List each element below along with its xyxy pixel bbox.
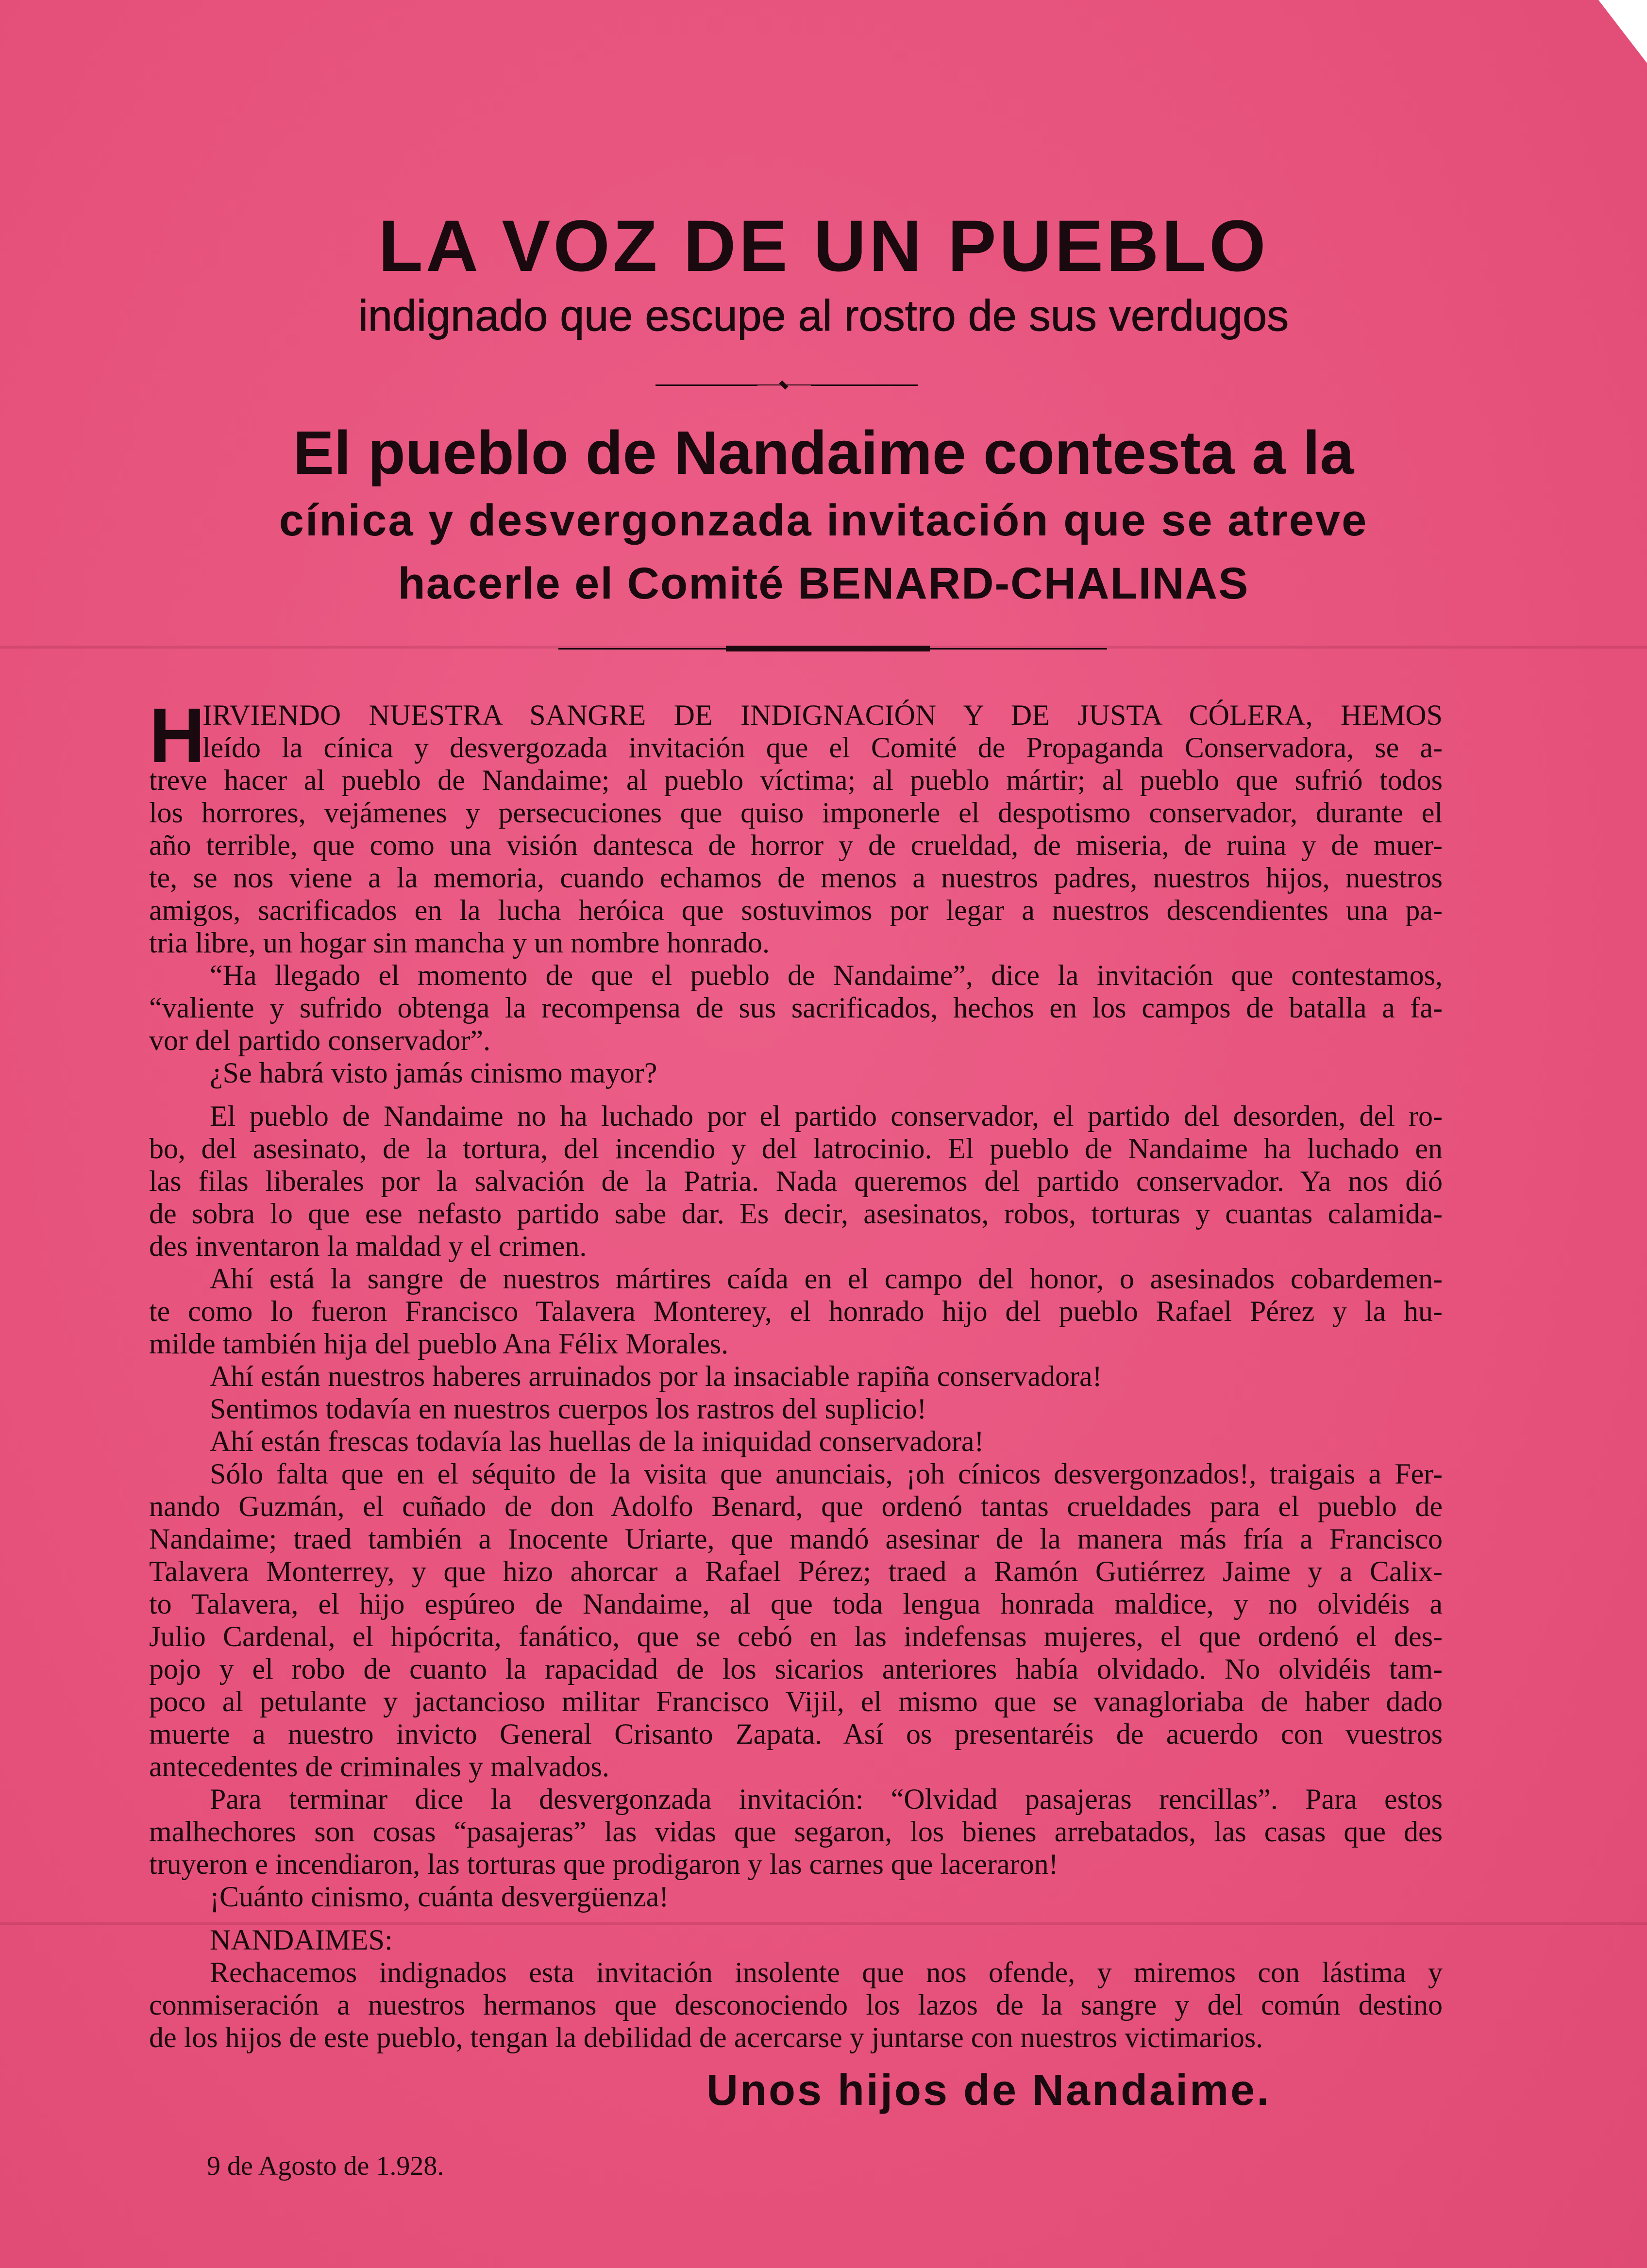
- paragraph: [149, 959, 1443, 1057]
- text-line: amigos, sacrificados en la lucha heróica que sostuvimos por legar a nuestros descendientes una pa-: [149, 894, 1443, 926]
- text-line: nando Guzmán, el cuñado de don Adolfo Benard, que ordenó tantas crueldades para el pueblo de: [149, 1490, 1443, 1522]
- text-line: año terrible, que como una visión dantesca de horror y de crueldad, de miseria, de ruina y de muer-: [149, 829, 1443, 861]
- text-line: vor del partido conservador”.: [149, 1024, 491, 1056]
- text-line: treve hacer al pueblo de Nandaime; al pueblo víctima; al pueblo mártir; al pueblo que sufrió todos: [149, 764, 1443, 796]
- text-line: muerte a nuestro invicto General Crisanto Zapata. Así os presentaréis de acuerdo con vuestros: [149, 1718, 1443, 1750]
- paragraph: [149, 1360, 1443, 1393]
- text-line: te como lo fueron Francisco Talavera Monterey, el honrado hijo del pueblo Rafael Pérez y la hu-: [149, 1295, 1443, 1327]
- paragraph: [149, 1783, 1443, 1881]
- text-line: antecedentes de criminales y malvados.: [149, 1751, 609, 1783]
- text-line: poco al petulante y jactancioso militar Francisco Vijil, el mismo que se vanagloriaba de haber dado: [149, 1685, 1443, 1718]
- text-line: Ahí están frescas todavía las huellas de la iniquidad conservadora!: [210, 1425, 984, 1457]
- text-line: to Talavera, el hijo espúreo de Nandaime, al que toda lengua honrada maldice, y no olvidéis a: [149, 1588, 1443, 1620]
- ornament-divider: [655, 383, 918, 387]
- date: 9 de Agosto de 1.928.: [207, 2151, 444, 2181]
- text-line: truyeron e incendiaron, las torturas que prodigaron y las carnes que laceraron!: [149, 1848, 1059, 1880]
- text-line: “valiente y sufrido obtenga la recompensa de sus sacrificados, hechos en los campos de batalla a fa-: [149, 992, 1443, 1024]
- headline-line-1: El pueblo de Nandaime contesta a la: [293, 418, 1354, 487]
- paragraph: [149, 1924, 1443, 1956]
- paragraph: [149, 1393, 1443, 1425]
- text-line: conmiseración a nuestros hermanos que desconociendo los lazos de la sangre y del común destino: [149, 1989, 1443, 2021]
- text-line: de los hijos de este pueblo, tengan la debilidad de acercarse y juntarse con nuestros victimarios.: [149, 2021, 1263, 2053]
- text-line: NANDAIMES:: [210, 1924, 393, 1956]
- text-line: malhechores son cosas “pasajeras” las vidas que segaron, los bienes arrebatados, las casas que des: [149, 1816, 1443, 1848]
- paragraph: [149, 1057, 1443, 1089]
- text-line: Para terminar dice la desvergonzada invitación: “Olvidad pasajeras rencillas”. Para estos: [210, 1783, 1443, 1815]
- text-line: Ahí están nuestros haberes arruinados por la insaciable rapiña conservadora!: [210, 1360, 1102, 1392]
- text-line: IRVIENDO NUESTRA SANGRE DE INDIGNACIÓN Y DE JUSTA CÓLERA, HEMOS: [202, 699, 1443, 731]
- text-line: de sobra lo que ese nefasto partido sabe dar. Es decir, asesinatos, robos, torturas y cuantas calamida-: [149, 1198, 1443, 1230]
- text-line: Rechacemos indignados esta invitación insolente que nos ofende, y miremos con lástima y: [210, 1956, 1443, 1988]
- signature: Unos hijos de Nandaime.: [706, 2066, 1271, 2115]
- paragraph: [149, 1263, 1443, 1360]
- text-line: milde también hija del pueblo Ana Félix Morales.: [149, 1328, 729, 1360]
- drop-cap: H: [149, 692, 205, 779]
- page-subtitle: indignado que escupe al rostro de sus verdugos: [358, 292, 1289, 340]
- headline-line-3: hacerle el Comité BENARD-CHALINAS: [398, 559, 1249, 608]
- text-line: ¡Cuánto cinismo, cuánta desvergüenza!: [210, 1881, 669, 1913]
- text-line: “Ha llegado el momento de que el pueblo de Nandaime”, dice la invitación que contestamos,: [210, 959, 1443, 991]
- text-line: Julio Cardenal, el hipócrita, fanático, que se cebó en las indefensas mujeres, el que ordenó el des-: [149, 1620, 1443, 1652]
- text-line: las filas liberales por la salvación de la Patria. Nada queremos del partido conservador. Ya nos dió: [149, 1165, 1443, 1197]
- text-line: Talavera Monterrey, y que hizo ahorcar a Rafael Pérez; traed a Ramón Gutiérrez Jaime y a Calix-: [149, 1555, 1443, 1587]
- paragraph: [149, 1956, 1443, 2054]
- paragraph: [149, 1100, 1443, 1263]
- text-line: El pueblo de Nandaime no ha luchado por el partido conservador, el partido del desorden, del ro-: [210, 1100, 1443, 1132]
- paragraph: [149, 692, 1443, 959]
- paragraph: [149, 1425, 1443, 1458]
- page-title: LA VOZ DE UN PUEBLO: [378, 205, 1269, 286]
- text-line: pojo y el robo de cuanto la rapacidad de los sicarios anteriores había olvidado. No olvidéis tam-: [149, 1653, 1443, 1685]
- article-body: [149, 692, 1443, 2054]
- text-line: Sólo falta que en el séquito de la visita que anunciais, ¡oh cínicos desvergonzados!, traigais a Fer-: [210, 1458, 1443, 1490]
- paragraph: [149, 1881, 1443, 1913]
- text-line: te, se nos viene a la memoria, cuando echamos de menos a nuestros padres, nuestros hijos, nuestros: [149, 862, 1443, 894]
- text-line: ¿Se habrá visto jamás cinismo mayor?: [210, 1057, 657, 1089]
- text-line: tria libre, un hogar sin mancha y un nombre honrado.: [149, 927, 770, 959]
- section-divider: [558, 646, 1107, 651]
- text-line: los horrores, vejámenes y persecuciones que quiso imponerle el despotismo conservador, durante el: [149, 797, 1443, 829]
- text-line: Sentimos todavía en nuestros cuerpos los rastros del suplicio!: [210, 1393, 927, 1425]
- text-line: des inventaron la maldad y el crimen.: [149, 1230, 587, 1262]
- text-line: bo, del asesinato, de la tortura, del incendio y del latrocinio. El pueblo de Nandaime ha luchado en: [149, 1133, 1443, 1165]
- headline-line-2: cínica y desvergonzada invitación que se atreve: [279, 496, 1368, 545]
- paragraph: [149, 1458, 1443, 1783]
- text-line: leído la cínica y desvergozada invitación que el Comité de Propaganda Conservadora, se a-: [202, 732, 1443, 764]
- text-line: Ahí está la sangre de nuestros mártires caída en el campo del honor, o asesinados cobardemen-: [210, 1263, 1443, 1295]
- torn-corner: [1598, 0, 1647, 63]
- text-line: Nandaime; traed también a Inocente Uriarte, que mandó asesinar de la manera más fría a Francisco: [149, 1523, 1443, 1555]
